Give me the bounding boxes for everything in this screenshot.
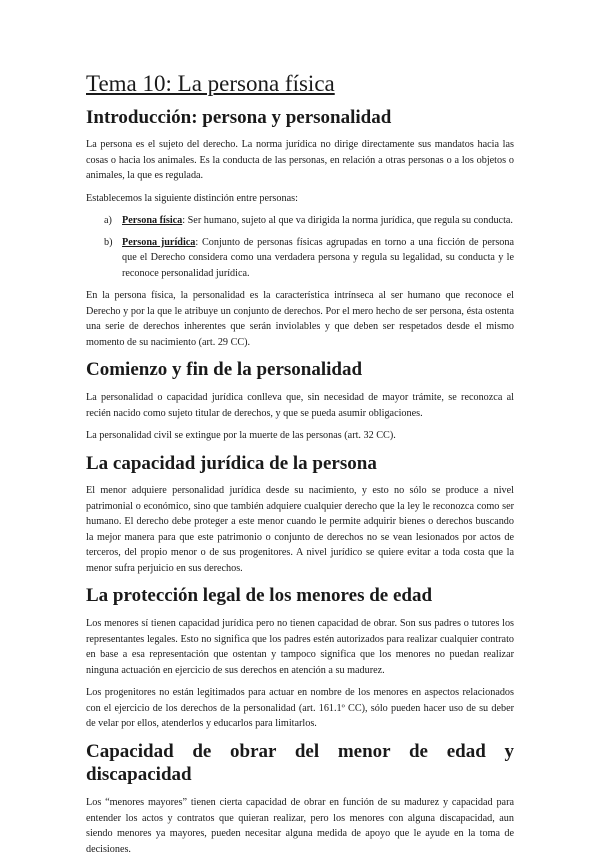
section-heading-line-1: Capacidad de obrar del menor de edad y [86, 740, 514, 762]
section-heading: Comienzo y fin de la personalidad [86, 359, 363, 381]
list-term: Persona jurídica [122, 236, 196, 248]
list-text: : Ser humano, sujeto al que va dirigida la norma jurídica, que regula su conducta. [182, 215, 513, 227]
page-title: Tema 10: La persona física [86, 71, 335, 96]
section-heading: La capacidad jurídica de la persona [86, 452, 377, 474]
list-term: Persona física [122, 215, 183, 227]
paragraph: En la persona física, la personalidad es la característica intrínseca al ser humano que reconoce el Derecho y por la que le atribuye un conjunto de derechos. Por el mero hecho de ser persona, ésta ostenta una serie de derechos inherentes que serán inviolables y que deben ser respetados desde el mismo momento de su nacimiento (art. 29 CC). [86, 290, 514, 348]
paragraph: Los menores sí tienen capacidad jurídica pero no tienen capacidad de obrar. Son sus padres o tutores los representantes legales. Esto no significa que los padres estén autorizados para realizar cualquier contrato en base a esa representación que ostentan y tampoco significa que los menores no puedan realizar ninguna actuación en ejercicio de sus derechos en atención a su madurez. [86, 618, 514, 676]
paragraph: La personalidad civil se extingue por la muerte de las personas (art. 32 CC). [86, 430, 396, 442]
list-item [104, 213, 514, 229]
list-marker: a) [104, 215, 112, 227]
section-capacidad-juridica [86, 452, 514, 577]
list-marker: b) [104, 236, 113, 248]
paragraph: La personalidad o capacidad jurídica conlleva que, sin necesidad de mayor trámite, se reconozca al recién nacido como sujeto titular de derechos, y que se pueda asumir obligaciones. [86, 392, 514, 419]
paragraph: El menor adquiere personalidad jurídica desde su nacimiento, y esto no sólo se produce a nivel patrimonial o económico, sino que también adquiere cualquier derecho que la ley le reconozca como ser humano. El derecho debe proteger a este menor cuando le permite adquirir bienes o derechos buscando la mejor manera para que este patrimonio o conjunto de derechos no se vean lesionados por actos de terceros, del propio menor o de sus progenitores. A nivel jurídico se quiere evitar a toda costa que la menor sufra perjuicio en sus derechos. [86, 485, 514, 574]
list-text: : Conjunto de personas físicas agrupadas en torno a una ficción de persona que el Derecho considera como una verdadera persona y regula su legalidad, su conducta y le reconoce personalidad jurídica. [122, 236, 514, 279]
paragraph: Establecemos la siguiente distinción entre personas: [86, 192, 298, 204]
section-heading: Introducción: persona y personalidad [86, 106, 392, 128]
paragraph: Los progenitores no están legitimados para actuar en nombre de los menores en aspectos relacionados con el ejercicio de los derechos de la personalidad (art. 161.1º CC), sólo pueden hacer uso de su deber de velar por ellos, atenderlos y educarlos para limitarlos. [86, 687, 514, 730]
paragraph: Los “menores mayores” tienen cierta capacidad de obrar en función de su madurez y capacidad para entender los actos y contratos que quieran realizar, pero los menores con alguna discapacidad, aun siendo menores ya mayores, pueden necesitar alguna medida de apoyo que le ayude en la toma de decisiones. [86, 797, 514, 855]
list-item [104, 235, 514, 282]
section-heading-line-2: discapacidad [86, 764, 192, 786]
distinction-list [86, 213, 514, 281]
paragraph: La persona es el sujeto del derecho. La norma jurídica no dirige directamente sus mandatos hacia las cosas o hacia los animales. Es la conducta de las personas, en relación a otras personas o a los objetos o animales, la que es regulada. [86, 139, 514, 182]
section-heading: La protección legal de los menores de edad [86, 585, 433, 607]
section-capacidad-obrar [86, 740, 514, 857]
section-proteccion-legal [86, 584, 514, 731]
section-comienzo-fin [86, 358, 514, 443]
section-introduccion [86, 106, 514, 351]
